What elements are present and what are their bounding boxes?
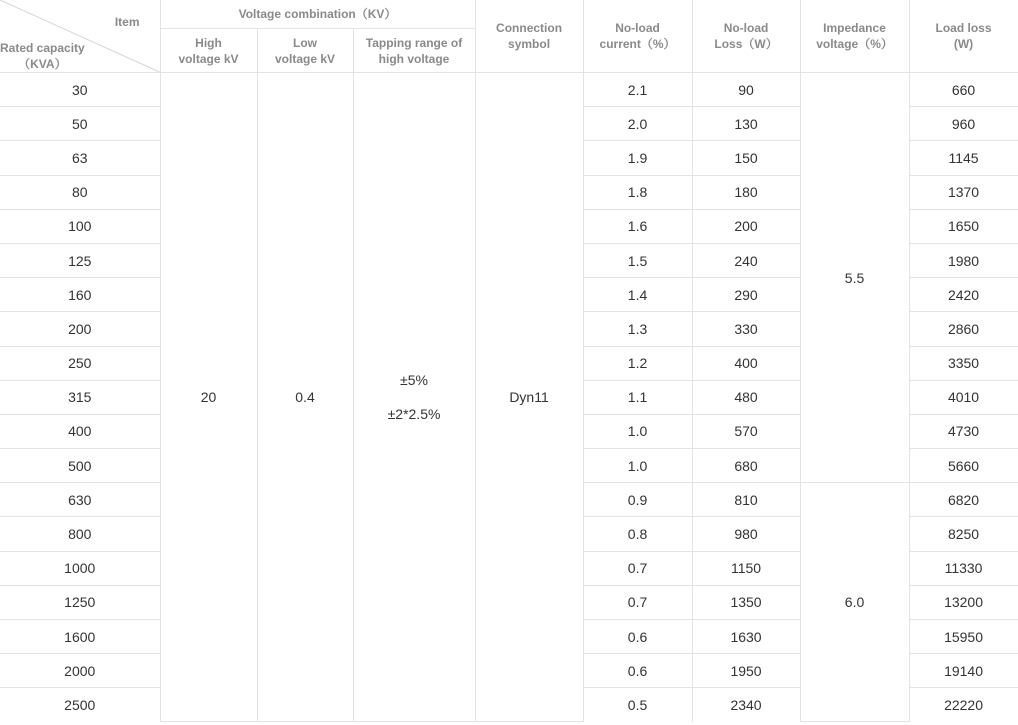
load-loss-cell: 1980 bbox=[909, 243, 1018, 277]
load-loss-cell: 11330 bbox=[909, 551, 1018, 585]
rated-capacity-cell: 200 bbox=[0, 312, 160, 346]
noload-loss-cell: 570 bbox=[692, 414, 800, 448]
noload-loss-cell: 400 bbox=[692, 346, 800, 380]
tapping-range-cell bbox=[353, 73, 475, 722]
load-loss-cell: 22220 bbox=[909, 688, 1018, 722]
load-loss-cell: 13200 bbox=[909, 585, 1018, 619]
load-loss-cell: 1370 bbox=[909, 175, 1018, 209]
load-loss-cell: 15950 bbox=[909, 620, 1018, 654]
impedance-voltage-header: Impedance voltage（%） bbox=[800, 0, 909, 73]
noload-loss-cell: 1630 bbox=[692, 620, 800, 654]
load-loss-cell: 660 bbox=[909, 73, 1018, 107]
noload-current-header: No-load current（%） bbox=[583, 0, 692, 73]
noload-loss-cell: 150 bbox=[692, 141, 800, 175]
rated-capacity-cell: 400 bbox=[0, 414, 160, 448]
noload-current-cell: 0.7 bbox=[583, 551, 692, 585]
noload-loss-cell: 240 bbox=[692, 243, 800, 277]
low-voltage-header: Low voltage kV bbox=[257, 29, 353, 73]
low-voltage-cell: 0.4 bbox=[257, 73, 353, 722]
load-loss-cell: 1145 bbox=[909, 141, 1018, 175]
noload-current-cell: 0.7 bbox=[583, 585, 692, 619]
noload-current-cell: 0.9 bbox=[583, 483, 692, 517]
load-loss-cell: 3350 bbox=[909, 346, 1018, 380]
tapping-range-value: ±5% bbox=[400, 372, 428, 389]
connection-symbol-cell: Dyn11 bbox=[475, 73, 583, 722]
load-loss-cell: 960 bbox=[909, 107, 1018, 141]
noload-loss-cell: 180 bbox=[692, 175, 800, 209]
rated-capacity-cell: 315 bbox=[0, 380, 160, 414]
noload-current-cell: 2.0 bbox=[583, 107, 692, 141]
rated-capacity-cell: 630 bbox=[0, 483, 160, 517]
rated-capacity-cell: 2500 bbox=[0, 688, 160, 722]
rated-capacity-cell: 160 bbox=[0, 278, 160, 312]
noload-current-cell: 1.5 bbox=[583, 243, 692, 277]
item-label: Item bbox=[114, 15, 140, 29]
noload-current-cell: 0.6 bbox=[583, 620, 692, 654]
noload-loss-cell: 330 bbox=[692, 312, 800, 346]
noload-loss-cell: 290 bbox=[692, 278, 800, 312]
load-loss-cell: 1650 bbox=[909, 209, 1018, 243]
noload-current-cell: 1.9 bbox=[583, 141, 692, 175]
noload-loss-cell: 1950 bbox=[692, 654, 800, 688]
noload-loss-cell: 810 bbox=[692, 483, 800, 517]
load-loss-cell: 2420 bbox=[909, 278, 1018, 312]
rated-capacity-cell: 63 bbox=[0, 141, 160, 175]
impedance-voltage-cell: 5.5 bbox=[800, 73, 909, 483]
noload-current-cell: 1.6 bbox=[583, 209, 692, 243]
noload-loss-cell: 480 bbox=[692, 380, 800, 414]
rated-capacity-cell: 1250 bbox=[0, 585, 160, 619]
rated-capacity-cell: 1600 bbox=[0, 620, 160, 654]
noload-current-cell: 0.8 bbox=[583, 517, 692, 551]
rated-capacity-cell: 80 bbox=[0, 175, 160, 209]
rated-capacity-label: Rated capacity （KVA） bbox=[0, 41, 85, 71]
noload-current-cell: 1.1 bbox=[583, 380, 692, 414]
noload-current-cell: 1.3 bbox=[583, 312, 692, 346]
load-loss-cell: 19140 bbox=[909, 654, 1018, 688]
noload-current-cell: 1.0 bbox=[583, 449, 692, 483]
table-body bbox=[0, 73, 1018, 722]
noload-current-cell: 1.4 bbox=[583, 278, 692, 312]
load-loss-cell: 6820 bbox=[909, 483, 1018, 517]
load-loss-header: Load loss (W) bbox=[909, 0, 1018, 73]
rated-capacity-cell: 1000 bbox=[0, 551, 160, 585]
noload-loss-cell: 90 bbox=[692, 73, 800, 107]
impedance-voltage-cell: 6.0 bbox=[800, 483, 909, 722]
rated-capacity-cell: 250 bbox=[0, 346, 160, 380]
rated-capacity-cell: 125 bbox=[0, 243, 160, 277]
noload-current-cell: 1.8 bbox=[583, 175, 692, 209]
noload-loss-cell: 1150 bbox=[692, 551, 800, 585]
load-loss-cell: 2860 bbox=[909, 312, 1018, 346]
load-loss-cell: 5660 bbox=[909, 449, 1018, 483]
connection-symbol-header: Connection symbol bbox=[475, 0, 583, 73]
noload-loss-cell: 130 bbox=[692, 107, 800, 141]
noload-loss-cell: 1350 bbox=[692, 585, 800, 619]
noload-loss-header: No-load Loss（W） bbox=[692, 0, 800, 73]
noload-loss-cell: 980 bbox=[692, 517, 800, 551]
tapping-range-header: Tapping range of high voltage bbox=[353, 29, 475, 73]
load-loss-cell: 4010 bbox=[909, 380, 1018, 414]
voltage-combination-header: Voltage combination（KV） bbox=[160, 0, 475, 29]
rated-capacity-cell: 30 bbox=[0, 73, 160, 107]
high-voltage-header: High voltage kV bbox=[160, 29, 257, 73]
load-loss-cell: 8250 bbox=[909, 517, 1018, 551]
noload-loss-cell: 2340 bbox=[692, 688, 800, 722]
noload-current-cell: 1.2 bbox=[583, 346, 692, 380]
rated-capacity-cell: 100 bbox=[0, 209, 160, 243]
rated-capacity-cell: 800 bbox=[0, 517, 160, 551]
tapping-range-value: ±2*2.5% bbox=[387, 406, 441, 423]
rated-capacity-cell: 50 bbox=[0, 107, 160, 141]
noload-loss-cell: 200 bbox=[692, 209, 800, 243]
corner-header bbox=[0, 0, 160, 73]
noload-current-cell: 1.0 bbox=[583, 414, 692, 448]
load-loss-cell: 4730 bbox=[909, 414, 1018, 448]
table-row bbox=[0, 73, 1018, 107]
noload-loss-cell: 680 bbox=[692, 449, 800, 483]
noload-current-cell: 0.5 bbox=[583, 688, 692, 722]
rated-capacity-cell: 500 bbox=[0, 449, 160, 483]
high-voltage-cell: 20 bbox=[160, 73, 257, 722]
rated-capacity-cell: 2000 bbox=[0, 654, 160, 688]
noload-current-cell: 0.6 bbox=[583, 654, 692, 688]
noload-current-cell: 2.1 bbox=[583, 73, 692, 107]
